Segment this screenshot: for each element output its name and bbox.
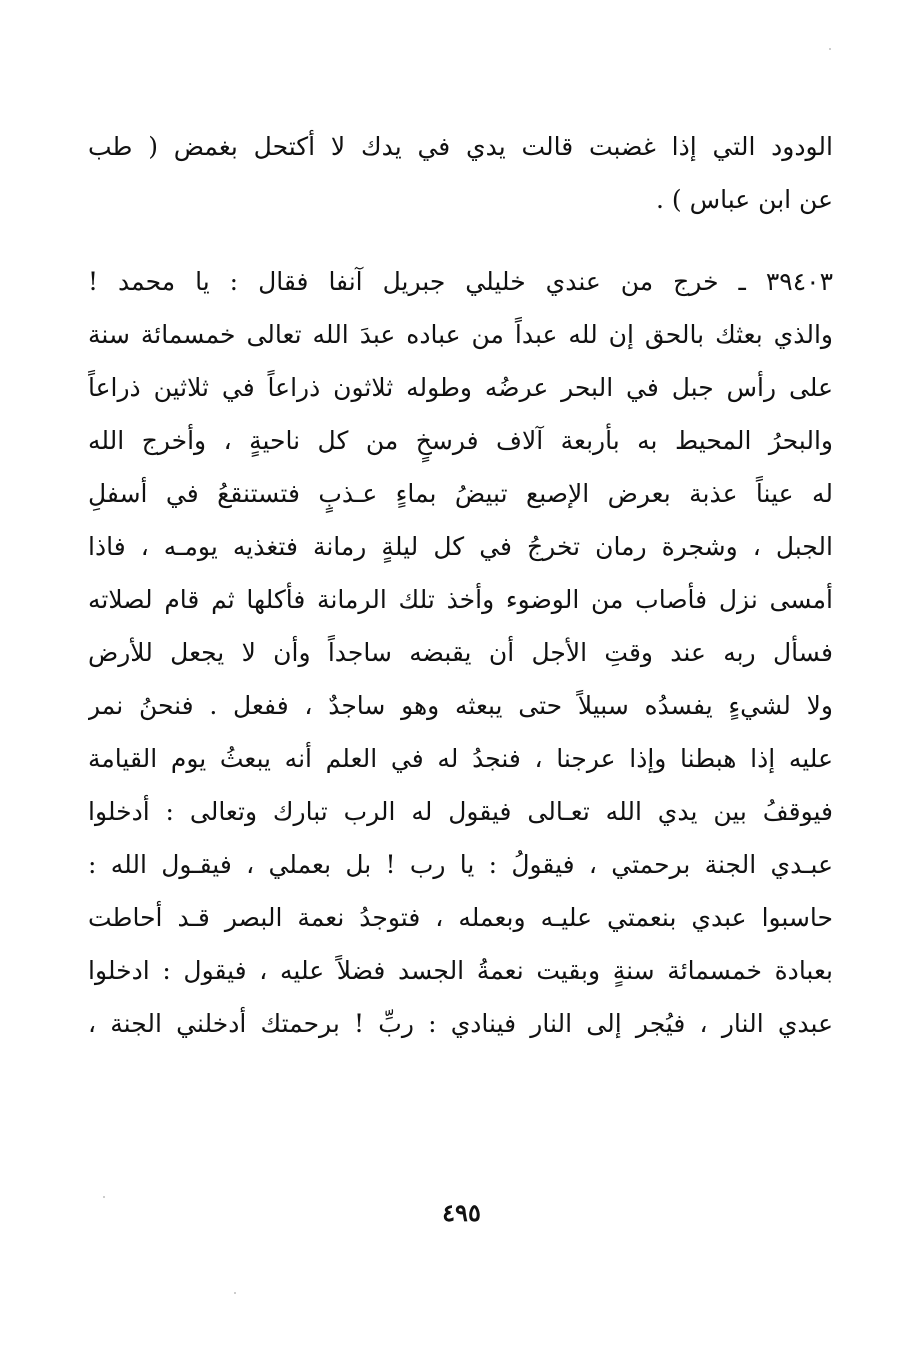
text-line: أمسى نزل فأصاب من الوضوء وأخذ تلك الرمانة فأكلها ثم قام لصلاته [88,585,833,614]
scan-speck [234,1292,236,1294]
text-line: حاسبوا عبدي بنعمتي عليـه وبعمله ، فتوجدُ نعمة البصر قـد أحاطت [88,903,833,932]
page-number: ٤٩٥ [442,1198,481,1227]
text-line: عن ابن عباس ) . [656,185,833,214]
scan-speck [829,48,831,50]
text-line: الودود التي إذا غضبت قالت يدي في يدك لا أكتحل بغمض ( طب [88,132,833,161]
text-line: فيوقفُ بين يدي الله تعـالى فيقول له الرب تبارك وتعالى : أدخلوا [88,797,833,826]
continuation-paragraph [88,120,833,226]
text-line: ولا لشيءٍ يفسدُه سبيلاً حتى يبعثه وهو ساجدٌ ، ففعل . فنحنُ نمر [88,691,833,720]
text-line: والذي بعثك بالحق إن لله عبداً من عباده عبدَ الله تعالى خمسمائة سنة [88,320,833,349]
text-line: الجبل ، وشجرة رمان تخرجُ في كل ليلةٍ رمانة فتغذيه يومـه ، فاذا [88,532,833,561]
hadith-paragraph [88,255,833,1050]
scan-speck [103,1196,105,1198]
text-line: عبدي النار ، فيُجر إلى النار فينادي : ربِّ ! برحمتك أدخلني الجنة ، [88,1009,833,1038]
text-line: عبـدي الجنة برحمتي ، فيقولُ : يا رب ! بل بعملي ، فيقـول الله : [88,850,833,879]
text-line: بعبادة خمسمائة سنةٍ وبقيت نعمةُ الجسد فضلاً عليه ، فيقول : ادخلوا [88,956,833,985]
text-line: عليه إذا هبطنا وإذا عرجنا ، فنجدُ له في العلم أنه يبعثُ يوم القيامة [88,744,833,773]
text-line: فسأل ربه عند وقتِ الأجل أن يقبضه ساجداً وأن لا يجعل للأرض [88,638,833,667]
hadith-heading-line: ٣٩٤٠٣ ـ خرج من عندي خليلي جبريل آنفا فقال : يا محمد ! [88,267,833,296]
text-line: له عيناً عذبة بعرض الإصبع تبيضُ بماءٍ عـذبٍ فتستنقعُ في أسفلِ [88,479,833,508]
text-line: والبحرُ المحيط به بأربعة آلاف فرسخٍ من كل ناحيةٍ ، وأخرج الله [88,426,833,455]
text-line: على رأس جبل في البحر عرضُه وطوله ثلاثون ذراعاً في ثلاثين ذراعاً [88,373,833,402]
